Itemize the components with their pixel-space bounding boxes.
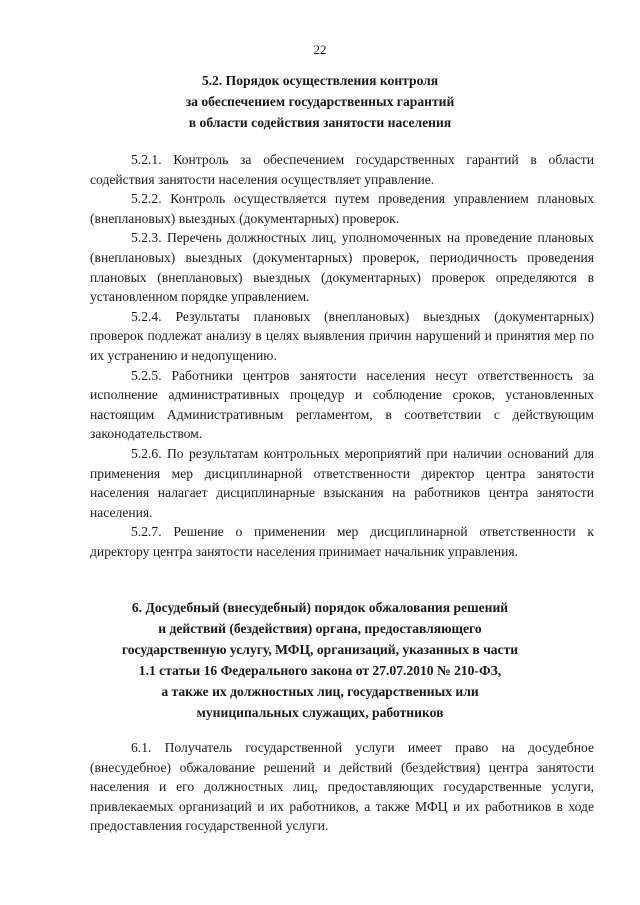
heading-line: а также их должностных лиц, государственных или (161, 684, 479, 699)
paragraph-5-2-7: 5.2.7. Решение о применении мер дисциплинарной ответственности к директору центра занятости населения принимает начальник управления. (90, 524, 594, 559)
paragraph-5-2-5: 5.2.5. Работники центров занятости населения несут ответственность за исполнение административных процедур и соблюдение сроков, установленных настоящим Административным регламентом, в соответствии с действующим законодательством. (90, 367, 594, 442)
section-5-2-heading (0, 70, 640, 133)
heading-line: 1.1 статьи 16 Федерального закона от 27.07.2010 № 210-ФЗ, (138, 663, 502, 678)
paragraph-6-1: 6.1. Получатель государственной услуги имеет право на досудебное (внесудебное) обжалование решений и действий (бездействия) центра занятости населения и его должностных лиц, предоставляющих государственные услуги, привлекаемых организаций и их работников, а также МФЦ и их работников в ходе предоставления государственной услуги. (90, 740, 594, 834)
page-number: 22 (313, 42, 327, 57)
heading-line: государственную услугу, МФЦ, организаций, указанных в части (121, 642, 519, 657)
heading-line: в области содействия занятости населения (188, 115, 452, 130)
paragraph-5-2-4: 5.2.4. Результаты плановых (внеплановых) выездных (документарных) проверок подлежат анализу в целях выявления причин нарушений и принятия мер по их устранению и недопущению. (90, 308, 594, 363)
section-5-2-body (90, 150, 594, 561)
section-6-body (90, 738, 594, 836)
paragraph-5-2-1: 5.2.1. Контроль за обеспечением государственных гарантий в области содействия занятости населения осуществляет управление. (90, 152, 594, 187)
heading-line: муниципальных служащих, работников (196, 705, 444, 720)
paragraph-5-2-3: 5.2.3. Перечень должностных лиц, уполномоченных на проведение плановых (внеплановых) выездных (документарных) проверок, периодичность проведения плановых (внеплановых) выездных (документарных) проверок определяются в установленном порядке управлением. (90, 230, 594, 305)
heading-line: за обеспечением государственных гарантий (185, 94, 455, 109)
section-6-heading (0, 597, 640, 723)
heading-line: 5.2. Порядок осуществления контроля (201, 73, 439, 88)
heading-line: и действий (бездействия) органа, предоставляющего (158, 621, 482, 636)
paragraph-5-2-2: 5.2.2. Контроль осуществляется путем проведения управлением плановых (внеплановых) выездных (документарных) проверок. (90, 191, 594, 226)
paragraph-5-2-6: 5.2.6. По результатам контрольных мероприятий при наличии оснований для применения мер дисциплинарной ответственности директор центра занятости населения налагает дисциплинарные взыскания на работников центра занятости населения. (90, 445, 594, 520)
heading-line: 6. Досудебный (внесудебный) порядок обжалования решений (131, 600, 509, 615)
